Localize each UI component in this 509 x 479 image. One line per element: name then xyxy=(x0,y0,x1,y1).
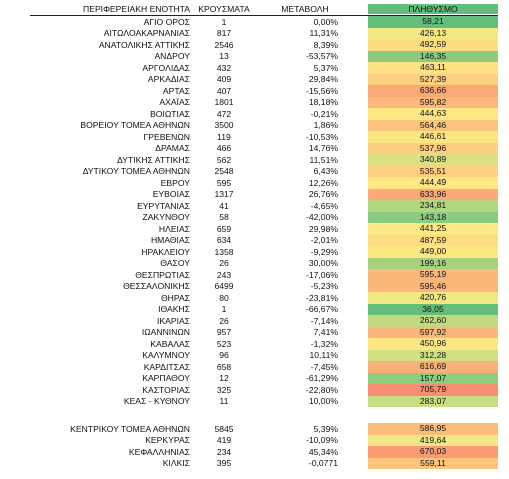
table-row xyxy=(0,269,509,281)
cases-cell[interactable]: 1317 xyxy=(214,189,234,200)
region-cell[interactable]: ΑΧΑΪΑΣ xyxy=(159,97,190,108)
population-cell[interactable]: 199,16 xyxy=(368,258,498,270)
region-cell[interactable]: ΑΓΙΟ ΟΡΟΣ xyxy=(143,16,190,27)
cases-cell[interactable]: 11 xyxy=(219,396,229,407)
header-population[interactable]: ΠΛΗΘΥΣΜΟ xyxy=(368,4,498,14)
population-cell[interactable]: 564,46 xyxy=(368,120,498,132)
population-cell[interactable]: 586,95 xyxy=(368,423,498,435)
cases-cell[interactable]: 395 xyxy=(216,458,232,469)
table-row xyxy=(0,446,509,458)
region-cell[interactable]: ΕΒΡΟΥ xyxy=(160,177,190,188)
population-cell[interactable]: 58,21 xyxy=(368,16,498,28)
change-cell[interactable]: -22,80% xyxy=(305,384,338,395)
population-cell[interactable]: 312,28 xyxy=(368,350,498,362)
header-cases[interactable]: ΚΡΟΥΣΜΑΤΑ xyxy=(198,3,250,14)
population-cell[interactable]: 157,07 xyxy=(368,373,498,385)
population-cell[interactable]: 616,69 xyxy=(368,361,498,373)
region-cell[interactable]: ΚΑΡΔΙΤΣΑΣ xyxy=(143,361,190,372)
cases-cell[interactable]: 1 xyxy=(221,304,227,315)
change-cell[interactable]: -23,81% xyxy=(305,292,338,303)
region-cell[interactable]: ΚΙΛΚΙΣ xyxy=(162,458,190,469)
table-row xyxy=(0,97,509,109)
cases-cell[interactable]: 466 xyxy=(216,143,232,154)
region-cell[interactable]: ΘΑΣΟΥ xyxy=(160,258,190,269)
region-cell[interactable]: ΗΡΑΚΛΕΙΟΥ xyxy=(141,246,190,257)
table-row xyxy=(0,200,509,212)
cases-cell[interactable]: 12 xyxy=(219,373,229,384)
table-row xyxy=(0,338,509,350)
table-row xyxy=(0,350,509,362)
region-cell[interactable]: ΚΑΡΠΑΘΟΥ xyxy=(142,373,190,384)
cases-cell[interactable]: 432 xyxy=(216,62,232,73)
table-row xyxy=(0,423,509,435)
change-cell[interactable]: -17,06% xyxy=(305,269,338,280)
cases-cell[interactable]: 409 xyxy=(216,74,232,85)
region-cell[interactable]: ΓΡΕΒΕΝΩΝ xyxy=(143,131,190,142)
cases-cell[interactable]: 26 xyxy=(219,258,229,269)
table-row xyxy=(0,189,509,201)
region-cell[interactable]: ΕΥΒΟΙΑΣ xyxy=(152,189,190,200)
change-cell[interactable]: 45,34% xyxy=(308,446,338,457)
region-cell[interactable]: ΔΡΑΜΑΣ xyxy=(155,143,190,154)
region-cell[interactable]: ΚΑΒΑΛΑΣ xyxy=(150,338,190,349)
cases-cell[interactable]: 26 xyxy=(219,315,229,326)
region-cell[interactable]: ΚΕΡΚΥΡΑΣ xyxy=(145,435,190,446)
table-row xyxy=(0,120,509,132)
change-cell[interactable]: 1,86% xyxy=(313,120,338,131)
population-cell[interactable]: 705,79 xyxy=(368,384,498,396)
population-cell[interactable]: 449,00 xyxy=(368,246,498,258)
cases-cell[interactable]: 634 xyxy=(216,235,232,246)
population-cell[interactable]: 283,07 xyxy=(368,396,498,408)
region-cell[interactable]: ΚΕΝΤΡΙΚΟΥ ΤΟΜΕΑ ΑΘΗΝΩΝ xyxy=(70,423,190,434)
region-cell[interactable]: ΔΥΤΙΚΟΥ ΤΟΜΕΑ ΑΘΗΝΩΝ xyxy=(82,166,190,177)
table-row xyxy=(0,39,509,51)
region-cell[interactable]: ΘΕΣΣΑΛΟΝΙΚΗΣ xyxy=(123,281,190,292)
population-cell[interactable]: 234,81 xyxy=(368,200,498,212)
population-cell[interactable]: 444,63 xyxy=(368,108,498,120)
change-cell[interactable]: -42,00% xyxy=(305,212,338,223)
change-cell[interactable]: 10,00% xyxy=(308,396,338,407)
change-cell[interactable]: 11,31% xyxy=(309,28,338,39)
population-cell[interactable]: 535,51 xyxy=(368,166,498,178)
change-cell[interactable]: -61,29% xyxy=(305,373,338,384)
population-cell[interactable]: 597,92 xyxy=(368,327,498,339)
change-cell[interactable]: 6,43% xyxy=(313,166,338,177)
change-cell[interactable]: 12,26% xyxy=(308,177,338,188)
cases-cell[interactable]: 523 xyxy=(216,338,232,349)
cases-cell[interactable]: 595 xyxy=(216,177,232,188)
cases-cell[interactable]: 243 xyxy=(216,269,232,280)
region-cell[interactable]: ΗΛΕΙΑΣ xyxy=(158,223,190,234)
change-cell[interactable]: -9,29% xyxy=(310,246,338,257)
table-row xyxy=(0,246,509,258)
region-cell[interactable]: ΗΜΑΘΙΑΣ xyxy=(150,235,190,246)
cases-cell[interactable]: 2548 xyxy=(214,166,234,177)
population-cell[interactable]: 420,76 xyxy=(368,292,498,304)
table-row xyxy=(0,292,509,304)
table-row xyxy=(0,396,509,408)
cases-cell[interactable]: 419 xyxy=(216,435,232,446)
table-row xyxy=(0,281,509,293)
cases-cell[interactable]: 817 xyxy=(216,28,232,39)
change-cell[interactable]: -7,45% xyxy=(310,361,338,372)
change-cell[interactable]: 10,11% xyxy=(309,350,338,361)
cases-cell[interactable]: 1 xyxy=(221,16,227,27)
change-cell[interactable]: -7,14% xyxy=(310,315,338,326)
change-cell[interactable]: 5,39% xyxy=(313,423,338,434)
population-cell[interactable]: 463,11 xyxy=(368,62,498,74)
change-cell[interactable]: -1,32% xyxy=(310,338,338,349)
cases-cell[interactable]: 1801 xyxy=(214,97,234,108)
change-cell[interactable]: 0,00% xyxy=(313,16,338,27)
region-cell[interactable]: ΖΑΚΥΝΘΟΥ xyxy=(142,212,190,223)
region-cell[interactable]: ΙΚΑΡΙΑΣ xyxy=(156,315,190,326)
change-cell[interactable]: -5,23% xyxy=(310,281,338,292)
cases-cell[interactable]: 58 xyxy=(219,212,229,223)
change-cell[interactable]: 8,39% xyxy=(313,39,338,50)
region-cell[interactable]: ΚΑΛΥΜΝΟΥ xyxy=(142,350,190,361)
region-cell[interactable]: ΚΕΑΣ - ΚΥΘΝΟΥ xyxy=(123,396,190,407)
region-cell[interactable]: ΑΙΤΩΛΟΑΚΑΡΝΑΝΙΑΣ xyxy=(103,28,190,39)
region-cell[interactable]: ΑΡΓΟΛΙΔΑΣ xyxy=(142,62,190,73)
table-row xyxy=(0,177,509,189)
cases-cell[interactable]: 3500 xyxy=(214,120,234,131)
population-cell[interactable]: 340,89 xyxy=(368,154,498,166)
cases-cell[interactable]: 659 xyxy=(216,223,232,234)
table-row xyxy=(0,435,509,447)
region-cell[interactable]: ΒΟΡΕΙΟΥ ΤΟΜΕΑ ΑΘΗΝΩΝ xyxy=(80,120,190,131)
population-cell[interactable]: 36,05 xyxy=(368,304,498,316)
table-row xyxy=(0,384,509,396)
change-cell[interactable]: -10,09% xyxy=(305,435,338,446)
cases-cell[interactable]: 41 xyxy=(219,200,229,211)
region-cell[interactable]: ΑΡΤΑΣ xyxy=(162,85,190,96)
region-cell[interactable]: ΑΡΚΑΔΙΑΣ xyxy=(147,74,190,85)
cases-cell[interactable]: 407 xyxy=(216,85,232,96)
change-cell[interactable]: 11,51% xyxy=(309,154,338,165)
region-cell[interactable]: ΕΥΡΥΤΑΝΙΑΣ xyxy=(137,200,190,211)
header-change[interactable]: ΜΕΤΑΒΟΛΗ xyxy=(281,3,329,14)
change-cell[interactable]: 14,76% xyxy=(308,143,338,154)
table-row xyxy=(0,143,509,155)
region-cell[interactable]: ΙΘΑΚΗΣ xyxy=(158,304,190,315)
table-row xyxy=(0,74,509,86)
cases-cell[interactable]: 80 xyxy=(219,292,229,303)
change-cell[interactable]: -53,57% xyxy=(305,51,338,62)
table-row xyxy=(0,223,509,235)
cases-cell[interactable]: 13 xyxy=(219,51,229,62)
population-cell[interactable]: 633,96 xyxy=(368,189,498,201)
table-row xyxy=(0,258,509,270)
change-cell[interactable]: 18,18% xyxy=(308,97,338,108)
cases-cell[interactable]: 957 xyxy=(216,327,232,338)
region-cell[interactable]: ΘΗΡΑΣ xyxy=(160,292,190,303)
table-row xyxy=(0,327,509,339)
region-cell[interactable]: ΘΕΣΠΡΩΤΙΑΣ xyxy=(135,269,190,280)
cases-cell[interactable]: 1358 xyxy=(214,246,234,257)
table-row xyxy=(0,108,509,120)
change-cell[interactable]: -2,01% xyxy=(310,235,338,246)
region-cell[interactable]: ΑΝΔΡΟΥ xyxy=(154,51,190,62)
population-cell[interactable]: 419,64 xyxy=(368,435,498,447)
population-cell[interactable]: 492,59 xyxy=(368,39,498,51)
change-cell[interactable]: 29,84% xyxy=(308,74,338,85)
population-cell[interactable]: 595,46 xyxy=(368,281,498,293)
cases-cell[interactable]: 5845 xyxy=(214,423,234,434)
cases-cell[interactable]: 325 xyxy=(216,384,232,395)
region-cell[interactable]: ΑΝΑΤΟΛΙΚΗΣ ΑΤΤΙΚΗΣ xyxy=(98,39,190,50)
table-row xyxy=(0,235,509,247)
table-row xyxy=(0,131,509,143)
table-row xyxy=(0,304,509,316)
population-cell[interactable]: 426,13 xyxy=(368,28,498,40)
table-row xyxy=(0,458,509,470)
population-cell[interactable]: 670,03 xyxy=(368,446,498,458)
cases-cell[interactable]: 119 xyxy=(217,131,231,142)
region-cell[interactable]: ΚΑΣΤΟΡΙΑΣ xyxy=(142,384,190,395)
change-cell[interactable]: 26,76% xyxy=(308,189,338,200)
table-row xyxy=(0,166,509,178)
population-cell[interactable]: 143,18 xyxy=(368,212,498,224)
cases-cell[interactable]: 472 xyxy=(216,108,232,119)
population-cell[interactable]: 595,19 xyxy=(368,269,498,281)
table-row xyxy=(0,16,509,28)
change-cell[interactable]: -0,21% xyxy=(310,108,338,119)
cases-cell[interactable]: 2546 xyxy=(214,39,234,50)
table-row xyxy=(0,212,509,224)
population-cell[interactable]: 636,66 xyxy=(368,85,498,97)
cases-cell[interactable]: 96 xyxy=(219,350,229,361)
population-cell[interactable]: 595,82 xyxy=(368,97,498,109)
change-cell[interactable]: -0,0771 xyxy=(308,458,338,469)
table-row xyxy=(0,62,509,74)
change-cell[interactable]: -66,67% xyxy=(305,304,338,315)
change-cell[interactable]: -10,53% xyxy=(305,131,338,142)
population-cell[interactable]: 262,60 xyxy=(368,315,498,327)
population-cell[interactable]: 441,25 xyxy=(368,223,498,235)
cases-cell[interactable]: 6499 xyxy=(214,281,234,292)
population-cell[interactable]: 146,35 xyxy=(368,51,498,63)
change-cell[interactable]: -4,65% xyxy=(310,200,338,211)
change-cell[interactable]: -15,56% xyxy=(305,85,338,96)
population-cell[interactable]: 527,39 xyxy=(368,74,498,86)
change-cell[interactable]: 5,37% xyxy=(313,62,338,73)
region-cell[interactable]: ΔΥΤΙΚΗΣ ΑΤΤΙΚΗΣ xyxy=(117,154,190,165)
population-cell[interactable]: 537,96 xyxy=(368,143,498,155)
change-cell[interactable]: 29,98% xyxy=(308,223,338,234)
region-cell[interactable]: ΚΕΦΑΛΛΗΝΙΑΣ xyxy=(128,446,190,457)
table-row xyxy=(0,315,509,327)
table-row xyxy=(0,51,509,63)
cases-cell[interactable]: 658 xyxy=(216,361,232,372)
table-row xyxy=(0,85,509,97)
region-cell[interactable]: ΙΩΑΝΝΙΝΩΝ xyxy=(141,327,190,338)
change-cell[interactable]: 7,41% xyxy=(313,327,338,338)
population-cell[interactable]: 444,49 xyxy=(368,177,498,189)
population-cell[interactable]: 450,96 xyxy=(368,338,498,350)
table-row xyxy=(0,154,509,166)
population-cell[interactable]: 487,59 xyxy=(368,235,498,247)
table-row xyxy=(0,28,509,40)
change-cell[interactable]: 30,00% xyxy=(308,258,338,269)
table-row xyxy=(0,361,509,373)
region-cell[interactable]: ΒΟΙΩΤΙΑΣ xyxy=(150,108,190,119)
header-region[interactable]: ΠΕΡΙΦΕΡΕΙΑΚΗ ΕΝΟΤΗΤΑ xyxy=(83,3,190,14)
population-cell[interactable]: 559,11 xyxy=(368,458,498,470)
header-row xyxy=(0,3,509,14)
cases-cell[interactable]: 234 xyxy=(216,446,232,457)
table-row xyxy=(0,373,509,385)
cases-cell[interactable]: 562 xyxy=(216,154,232,165)
population-cell[interactable]: 446,61 xyxy=(368,131,498,143)
